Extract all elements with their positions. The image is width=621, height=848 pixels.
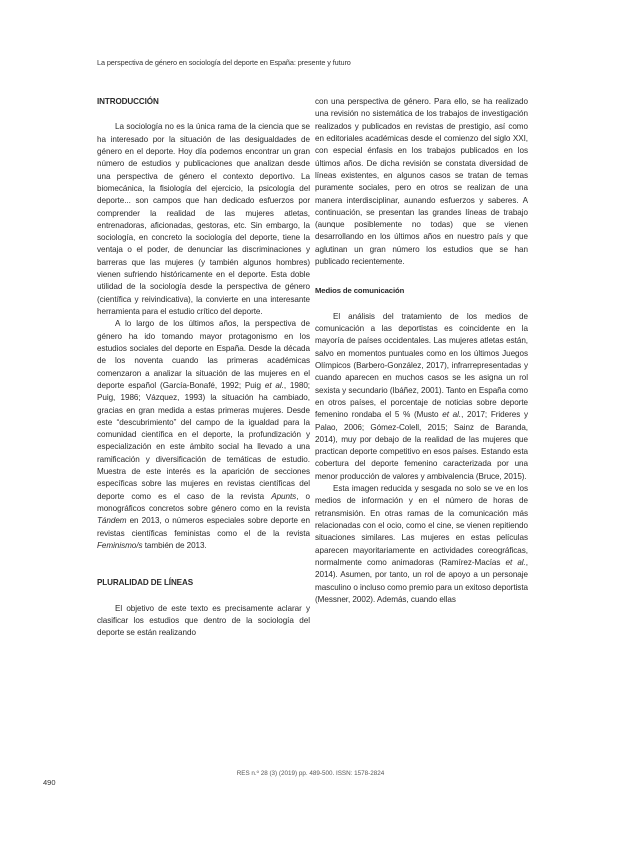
paragraph: El análisis del tratamiento de los medios de comunicación a las deportistas es coincidente en la mayoría de países occidentales. Las mujeres atletas están, salvo en momentos puntuales como en los últimos Juegos Olímpicos (Barbero-González, 2017), infrarrepresentadas y cuando aparecen en muchos casos se les asigna un rol sexista y secundario (Ibáñez, 2001). Tanto en España como en otros países, el porcentaje de noticias sobre deporte femenino rondaba el 5 % (Musto et al., 2017; Frideres y Palao, 2006; Gómez-Colell, 2015; Sainz de Baranda, 2014), muy por debajo de la realidad de las mujeres que practican deporte competitivo en esos países. Estando esta cobertura del deporte femenino caracterizada por una menor producción de valores y ambivalencia (Bruce, 2015). [315, 311, 528, 481]
journal-name-feminismos: Feminismo/s [97, 540, 143, 550]
paragraph: La sociología no es la única rama de la ciencia que se ha interesado por la situación de las desigualdades de género en el deporte. Hoy día podemos encontrar un gran número de estudios y publicaciones que analizan desde una perspectiva de género el contexto deportivo. La biomecánica, la fisiología del ejercicio, la psicología del deporte... son campos que han dedicado esfuerzos por comprender la realidad de las mujeres atletas, entrenadoras, aficionadas, gestoras, etc. Sin embargo, la sociología, en concreto la sociología del deporte, tiene la ventaja o el poder, de denunciar las discriminaciones y barreras que las mujeres (y también algunos hombres) vienen sufriendo históricamente en el deporte. Esta doble utilidad de la sociología desde la perspectiva de género (científica y reivindicativa), la convierte en una interesante herramienta para el estudio crítico del deporte. [97, 122, 310, 316]
running-head: La perspectiva de género en sociología del deporte en España: presente y futuro [97, 58, 351, 67]
journal-name-apunts: Apunts [271, 491, 297, 501]
italic-et-al: et al. [505, 557, 526, 567]
paragraph: El objetivo de este texto es precisamente aclarar y clasificar los estudios que dentro de la sociología del deporte se están realizando [97, 603, 310, 638]
section-title-introduccion: INTRODUCCIÓN [97, 97, 159, 106]
paragraph: Esta imagen reducida y sesgada no solo se ve en los medios de información y en el número de horas de retransmisión. En otras ramas de la comunicación más relacionadas con el ocio, como el cine, se vienen repitiendo situaciones similares. Las mujeres en estas películas aparecen mayoritariamente en actividades coreográficas, normalmente como animadoras (Ramírez-Macías et al., 2014). Asumen, por tanto, un rol de apoyo a un personaje masculino o incluso como premio para un exitoso deportista (Messner, 2002). Además, cuando ellas [315, 484, 528, 604]
subsection-title-medios: Medios de comunicación [315, 286, 405, 296]
italic-et-al: et al. [442, 410, 462, 420]
journal-name-tandem: Tándem [97, 516, 127, 526]
right-column [315, 96, 528, 606]
paragraph: con una perspectiva de género. Para ello, se ha realizado una revisión no sistemática de los trabajos de investigación realizados y publicados en revistas de prestigio, así como en editoriales académicas desde el comienzo del siglo XXI, con especial énfasis en los trabajos publicados en los últimos años. De dicha revisión se constata diversidad de líneas existentes, en algunos casos se tratan de temas puramente sociales, pero en otros se realizan de una manera interdisciplinar, aunando esfuerzos y saberes. A continuación, se presentan las grandes líneas de trabajo (aunque posiblemente no todas) que se vienen desarrollando en los últimos años en nuestro país y que aglutinan un gran número los estudios que se han publicado recientemente. [315, 97, 528, 267]
page-footer: RES n.º 28 (3) (2019) pp. 489-500. ISSN: 1578-2824 [236, 770, 385, 777]
italic-et-al: et al. [264, 380, 284, 390]
section-title-pluralidad: PLURALIDAD DE LÍNEAS [97, 578, 194, 588]
page-number: 490 [43, 778, 56, 787]
left-column [97, 96, 310, 640]
paragraph: A lo largo de los últimos años, la perspectiva de género ha ido tomando mayor protagonismo en los estudios sociales del deporte en España. Desde la década de los noventa cuando las primeras académicas comenzaron a analizar la situación de las mujeres en el deporte español (García-Bonafé, 1992; Puig et al., 1980; Puig, 1986; Vázquez, 1993) la situación ha cambiado, gracias en gran medida a estas primeras mujeres. Desde este “descubrimiento” del campo de la igualdad para la comunidad científica en el deporte, la profundización y especialización en este ámbito social ha llevado a una ramificación y diversificación de temáticas de estudio. Muestra de este interés es la aparición de secciones específicas sobre las mujeres en revistas científicas del deporte como es el caso de la revista Apunts, o monográficos concretos sobre género como en la revista Tándem en 2013, o números especiales sobre deporte en revistas científicas feministas como el de la revista Feminismo/s también de 2013. [97, 319, 310, 550]
